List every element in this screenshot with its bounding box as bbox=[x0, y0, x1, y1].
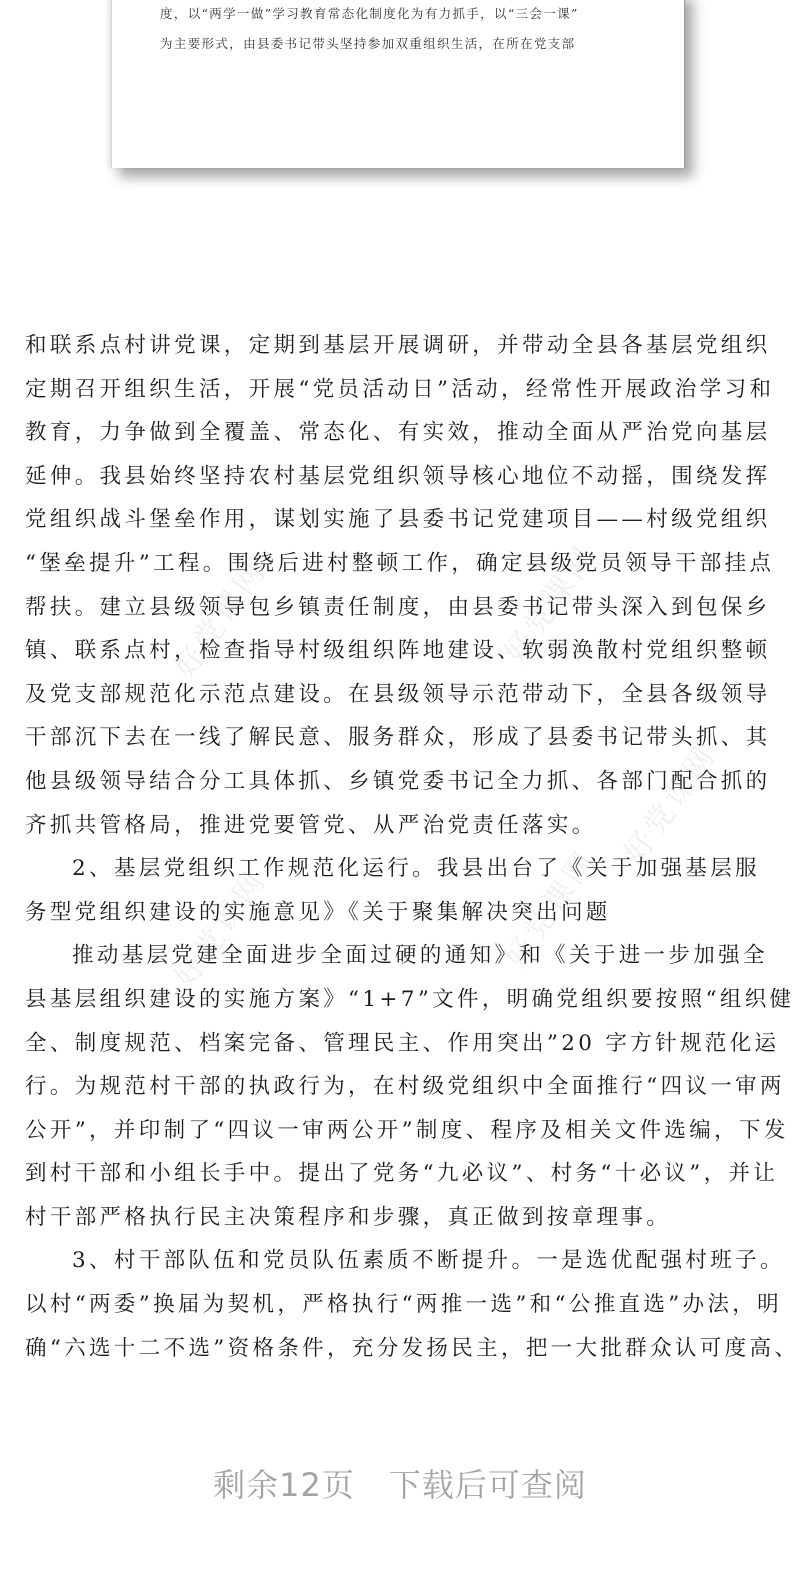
text-line: “堡垒提升”工程。围绕后进村整顿工作，确定县级党员领导干部挂点 bbox=[25, 550, 775, 576]
text-line: 全、制度规范、档案完备、管理民主、作用突出”20 字方针规范化运 bbox=[25, 1030, 780, 1056]
text-line: 及党支部规范化示范点建设。在县级领导示范带动下，全县各级领导 bbox=[25, 681, 771, 707]
text-line: 公开”，并印制了“四议一审两公开”制度、程序及相关文件选编，下发 bbox=[25, 1117, 789, 1143]
text-line: 帮扶。建立县级领导包乡镇责任制度，由县委书记带头深入到包保乡 bbox=[25, 594, 771, 620]
text-line: 到村干部和小组长手中。提出了党务“九必议”、村务“十必议”，并让 bbox=[25, 1161, 779, 1187]
previous-page-line: 为主要形式，由县委书记带头坚持参加双重组织生活，在所在党支部 bbox=[160, 36, 576, 51]
text-line: 务型党组织建设的实施意见》《关于聚集解决突出问题 bbox=[25, 899, 611, 925]
text-line: 以村“两委”换届为契机，严格执行“两推一选”和“公推直选”办法，明 bbox=[25, 1292, 783, 1318]
remaining-pages-label: 剩余12页 bbox=[213, 1466, 355, 1504]
text-line: 定期召开组织生活，开展“党员活动日”活动，经常性开展政治学习和 bbox=[25, 376, 775, 402]
text-line: 教育，力争做到全覆盖、常态化、有实效，推动全面从严治党向基层 bbox=[25, 420, 771, 446]
watermark: 好党课网 bbox=[617, 738, 725, 870]
text-line: 镇、联系点村，检查指导村级组织阵地建设、软弱涣散村党组织整顿 bbox=[25, 638, 771, 664]
text-line: 齐抓共管格局，推进党要管党、从严治党责任落实。 bbox=[25, 812, 597, 838]
watermark: 好党课网 bbox=[497, 843, 605, 975]
text-line: 干部沉下去在一线了解民意、服务群众，形成了县委书记带头抓、其 bbox=[25, 725, 771, 751]
watermark: 好党课网 bbox=[497, 538, 605, 670]
paragraph-heading-line: 3、村干部队伍和党员队伍素质不断提升。一是选优配强村班子。 bbox=[72, 1248, 785, 1274]
document-body bbox=[25, 324, 800, 1370]
text-line: 行。为规范村干部的执政行为，在村级党组织中全面推行“四议一审两 bbox=[25, 1074, 785, 1100]
text-line: 他县级领导结合分工具体抓、乡镇党委书记全力抓、各部门配合抓的 bbox=[25, 768, 771, 794]
watermark: 好党课网 bbox=[167, 553, 275, 685]
previous-page-line: 度，以“两学一做”学习教育常态化制度化为有力抓手，以“三会一课” bbox=[160, 6, 579, 21]
text-line: 延伸。我县始终坚持农村基层党组织领导核心地位不动摇，围绕发挥 bbox=[25, 463, 771, 489]
text-line: 县基层组织建设的实施方案》“1+7”文件，明确党组织要按照“组织健 bbox=[25, 986, 795, 1012]
previous-page-card bbox=[111, 0, 685, 168]
text-line: 党组织战斗堡垒作用，谋划实施了县委书记党建项目——村级党组织 bbox=[25, 507, 771, 533]
download-hint-label: 下载后可查阅 bbox=[388, 1466, 587, 1504]
paragraph-heading-line: 2、基层党组织工作规范化运行。我县出台了《关于加强基层服 bbox=[72, 856, 760, 882]
download-to-read-more-banner[interactable] bbox=[0, 1460, 800, 1506]
text-line: 和联系点村讲党课，定期到基层开展调研，并带动全县各基层党组织 bbox=[25, 333, 771, 358]
text-line: 推动基层党建全面进步全面过硬的通知》和《关于进一步加强全 bbox=[72, 943, 768, 969]
text-line: 确“六选十二不选”资格条件，充分发扬民主，把一大批群众认可度高、 bbox=[25, 1335, 800, 1361]
watermark: 好党课网 bbox=[167, 863, 275, 995]
text-line: 村干部严格执行民主决策程序和步骤，真正做到按章理事。 bbox=[25, 1204, 672, 1230]
